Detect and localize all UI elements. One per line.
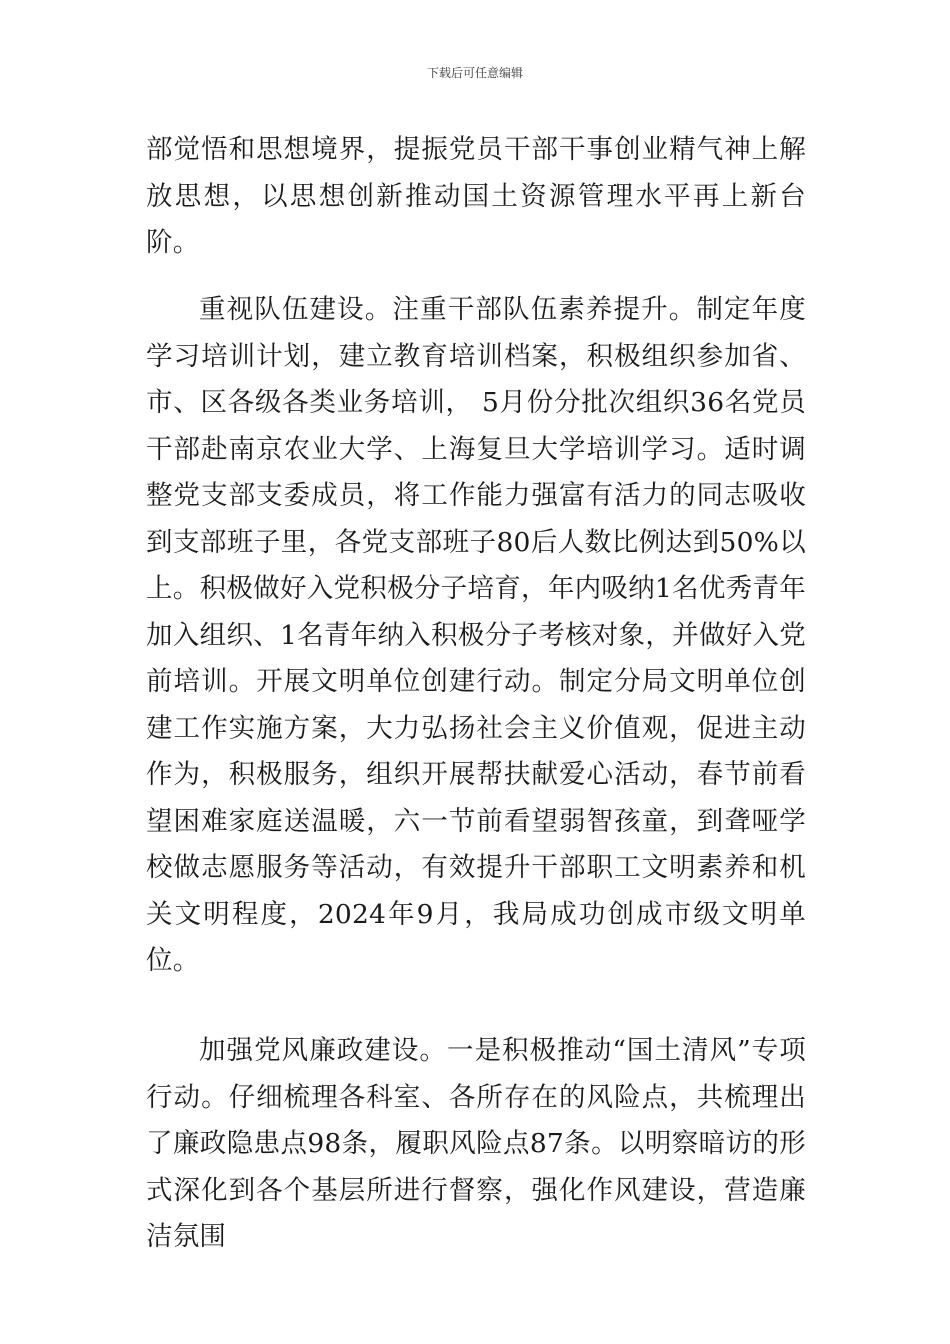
page-header: 下载后可任意编辑 [426,66,523,80]
paragraph-team-building: 重视队伍建设。注重干部队伍素养提升。制定年度学习培训计划，建立教育培训档案，积极组织参加省、市、区各级各类业务培训， 5月份分批次组织36名党员干部赴南京农业大学、上海复旦大学培训学习。适时调整党支部支委成员，将工作能力强富有活力的同志吸收到支部班子里，各党支部班子80后人数比例达到50%以上。积极做好入党积极分子培育，年内吸纳1名优秀青年加入组织、1名青年纳入积极分子考核对象，并做好入党前培训。开展文明单位创建行动。制定分局文明单位创建工作实施方案，大力弘扬社会主义价值观，促进主动作为，积极服务，组织开展帮扶献爱心活动，春节前看望困难家庭送温暖，六一节前看望弱智孩童，到聋哑学校做志愿服务等活动，有效提升干部职工文明素养和机关文明程度，2024年9月，我局成功创成市级文明单位。 [146,294,806,976]
paragraph-continuation: 部觉悟和思想境界，提振党员干部干事创业精气神上解放思想，以思想创新推动国土资源管理水平再上新台阶。 [146,134,806,258]
paragraph-integrity-building: 加强党风廉政建设。一是积极推动“国土清风”专项行动。仔细梳理各科室、各所存在的风险点，共梳理出了廉政隐患点98条，履职风险点87条。以明察暗访的形式深化到各个基层所进行督察，强化作风建设，营造廉洁氛围 [146,1035,806,1252]
